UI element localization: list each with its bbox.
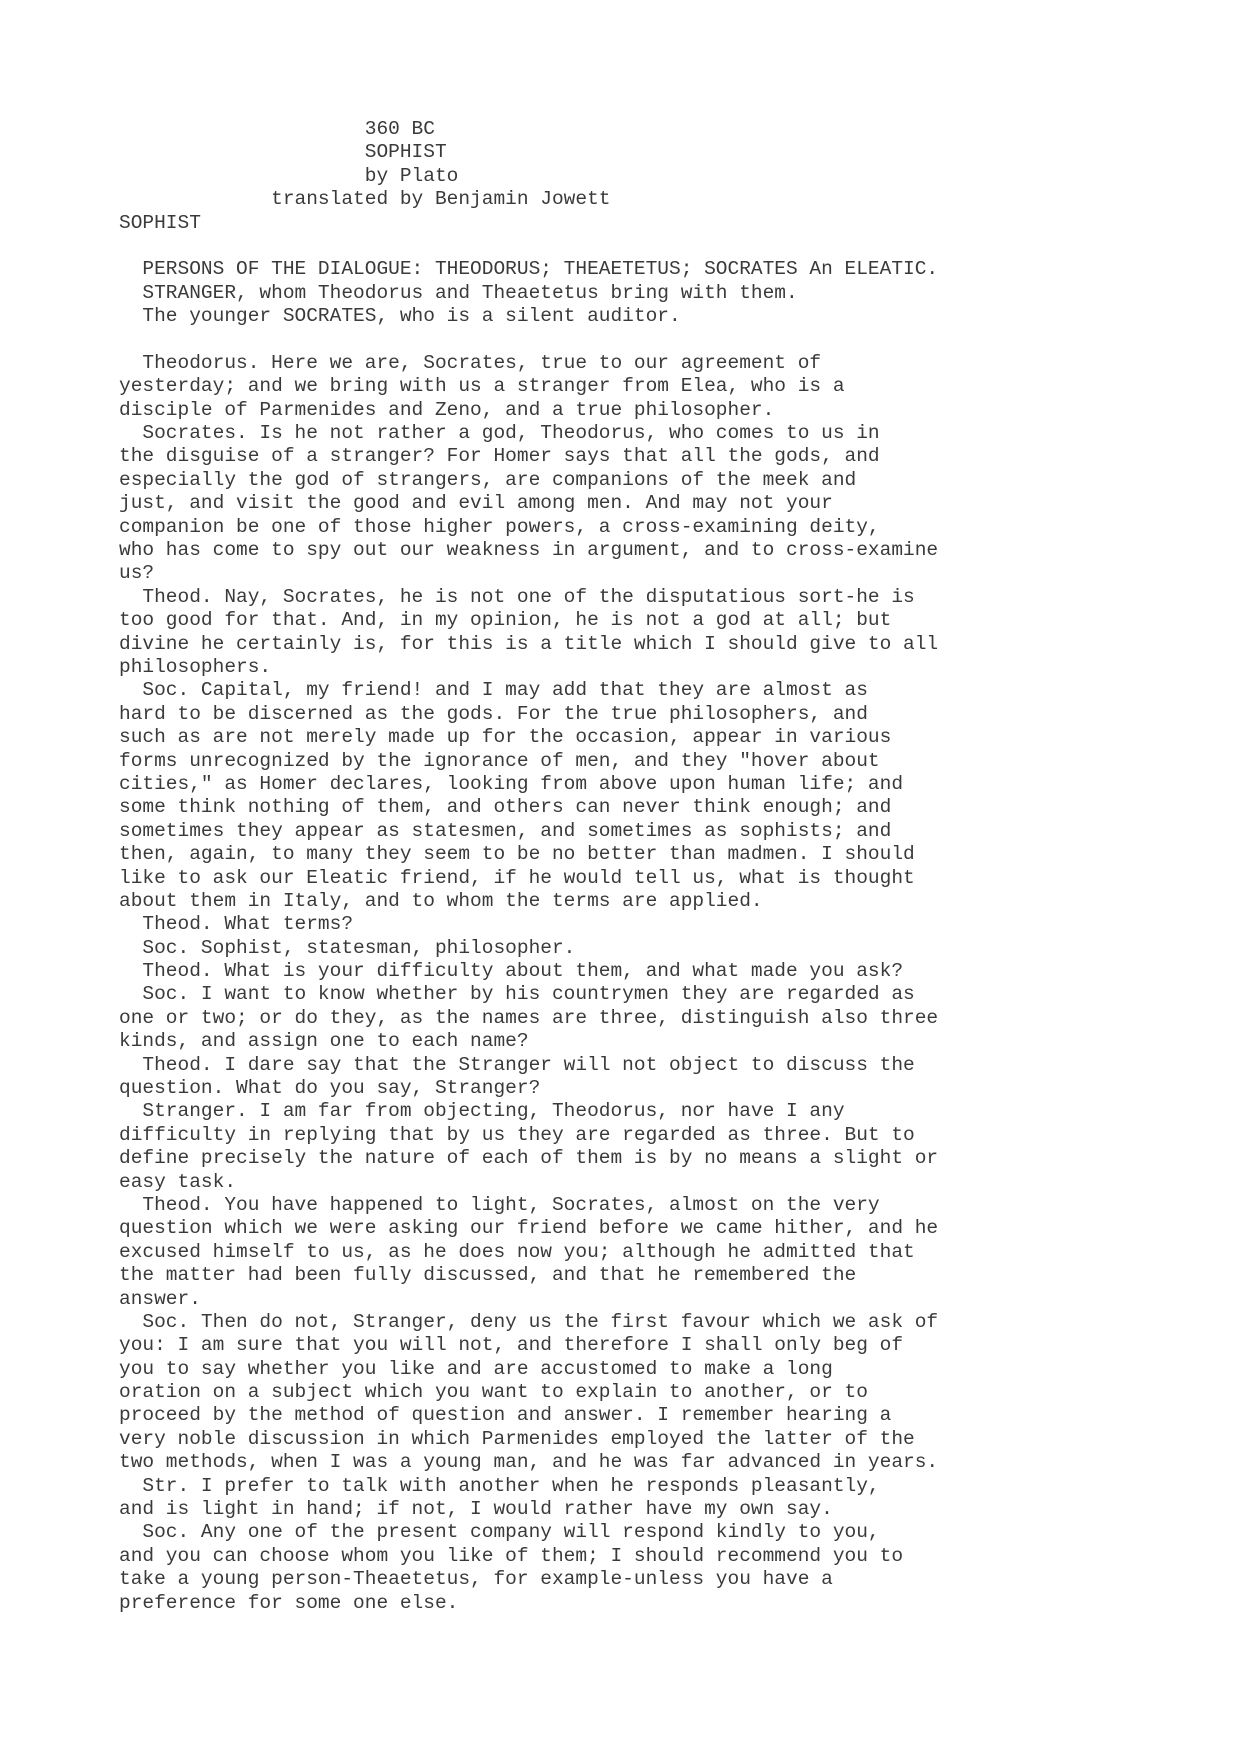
text-line: Soc. Then do not, Stranger, deny us the first favour which we ask of [119,1310,939,1333]
text-line: you to say whether you like and are accustomed to make a long [119,1357,833,1380]
text-line: excused himself to us, as he does now you; although he admitted that [119,1240,915,1263]
text-line: and you can choose whom you like of them; I should recommend you to [119,1544,904,1567]
text-line: some think nothing of them, and others can never think enough; and [119,796,892,819]
text-line: hard to be discerned as the gods. For the true philosophers, and [119,702,868,725]
text-line: two methods, when I was a young man, and he was far advanced in years. [119,1451,939,1474]
text-line: SOPHIST [119,141,447,164]
text-line: and is light in hand; if not, I would rather have my own say. [119,1498,833,1521]
text-line: PERSONS OF THE DIALOGUE: THEODORUS; THEAETETUS; SOCRATES An ELEATIC. [119,258,939,281]
text-line: too good for that. And, in my opinion, he is not a god at all; but [119,609,892,632]
text-line: Str. I prefer to talk with another when he responds pleasantly, [119,1474,880,1497]
text-line: you: I am sure that you will not, and therefore I shall only beg of [119,1334,904,1357]
text-line: companion be one of those higher powers, a cross-examining deity, [119,515,880,538]
text-line: proceed by the method of question and answer. I remember hearing a [119,1404,892,1427]
text-line: philosophers. [119,655,272,678]
text-line: Soc. I want to know whether by his countrymen they are regarded as [119,983,915,1006]
text-line: preference for some one else. [119,1591,459,1614]
text-line: yesterday; and we bring with us a stranger from Elea, who is a [119,375,845,398]
text-line: SOPHIST [119,211,201,234]
document-page [119,118,1129,1615]
text-line: question. What do you say, Stranger? [119,1077,541,1100]
text-line: sometimes they appear as statesmen, and sometimes as sophists; and [119,819,892,842]
text-line: especially the god of strangers, are companions of the meek and [119,468,857,491]
text-line: by Plato [119,164,459,187]
text-line: Socrates. Is he not rather a god, Theodorus, who comes to us in [119,422,880,445]
text-line: us? [119,562,155,585]
text-line [119,235,1129,258]
text-line: Theod. You have happened to light, Socrates, almost on the very [119,1193,880,1216]
text-line: cities," as Homer declares, looking from above upon human life; and [119,772,904,795]
text-line: very noble discussion in which Parmenides employed the latter of the [119,1427,915,1450]
text-line: The younger SOCRATES, who is a silent auditor. [119,305,681,328]
text-line: Soc. Sophist, statesman, philosopher. [119,936,576,959]
text-line: take a young person-Theaetetus, for example-unless you have a [119,1568,833,1591]
text-line: define precisely the nature of each of them is by no means a slight or [119,1147,939,1170]
text-line: the matter had been fully discussed, and that he remembered the [119,1264,857,1287]
text-line: Soc. Any one of the present company will respond kindly to you, [119,1521,880,1544]
text-line: 360 BC [119,118,435,140]
text-line: just, and visit the good and evil among men. And may not your [119,492,833,515]
text-line: Theod. What terms? [119,913,354,936]
text-line: Stranger. I am far from objecting, Theodorus, nor have I any [119,1100,845,1123]
text-line: STRANGER, whom Theodorus and Theaetetus bring with them. [119,281,798,304]
text-line: answer. [119,1287,201,1310]
text-line [119,329,1129,352]
text-line: Theodorus. Here we are, Socrates, true to our agreement of [119,351,822,374]
text-line: Theod. Nay, Socrates, he is not one of the disputatious sort-he is [119,585,915,608]
text-line: question which we were asking our friend before we came hither, and he [119,1217,939,1240]
text-line: difficulty in replying that by us they are regarded as three. But to [119,1123,915,1146]
text-line: translated by Benjamin Jowett [119,188,611,211]
text-line: such as are not merely made up for the occasion, appear in various [119,726,892,749]
text-line: the disguise of a stranger? For Homer says that all the gods, and [119,445,880,468]
text-line: about them in Italy, and to whom the terms are applied. [119,889,763,912]
text-line: who has come to spy out our weakness in argument, and to cross-examine [119,539,939,562]
text-line: easy task. [119,1170,237,1193]
text-line: divine he certainly is, for this is a title which I should give to all [119,632,939,655]
text-line: forms unrecognized by the ignorance of men, and they "hover about [119,749,880,772]
text-line: one or two; or do they, as the names are three, distinguish also three [119,1006,939,1029]
text-line: kinds, and assign one to each name? [119,1030,529,1053]
text-line: disciple of Parmenides and Zeno, and a true philosopher. [119,398,775,421]
text-line: oration on a subject which you want to explain to another, or to [119,1381,868,1404]
text-line: Theod. I dare say that the Stranger will not object to discuss the [119,1053,915,1076]
text-line: then, again, to many they seem to be no better than madmen. I should [119,843,915,866]
text-line: like to ask our Eleatic friend, if he would tell us, what is thought [119,866,915,889]
text-line: Soc. Capital, my friend! and I may add that they are almost as [119,679,868,702]
text-line: Theod. What is your difficulty about them, and what made you ask? [119,960,904,983]
